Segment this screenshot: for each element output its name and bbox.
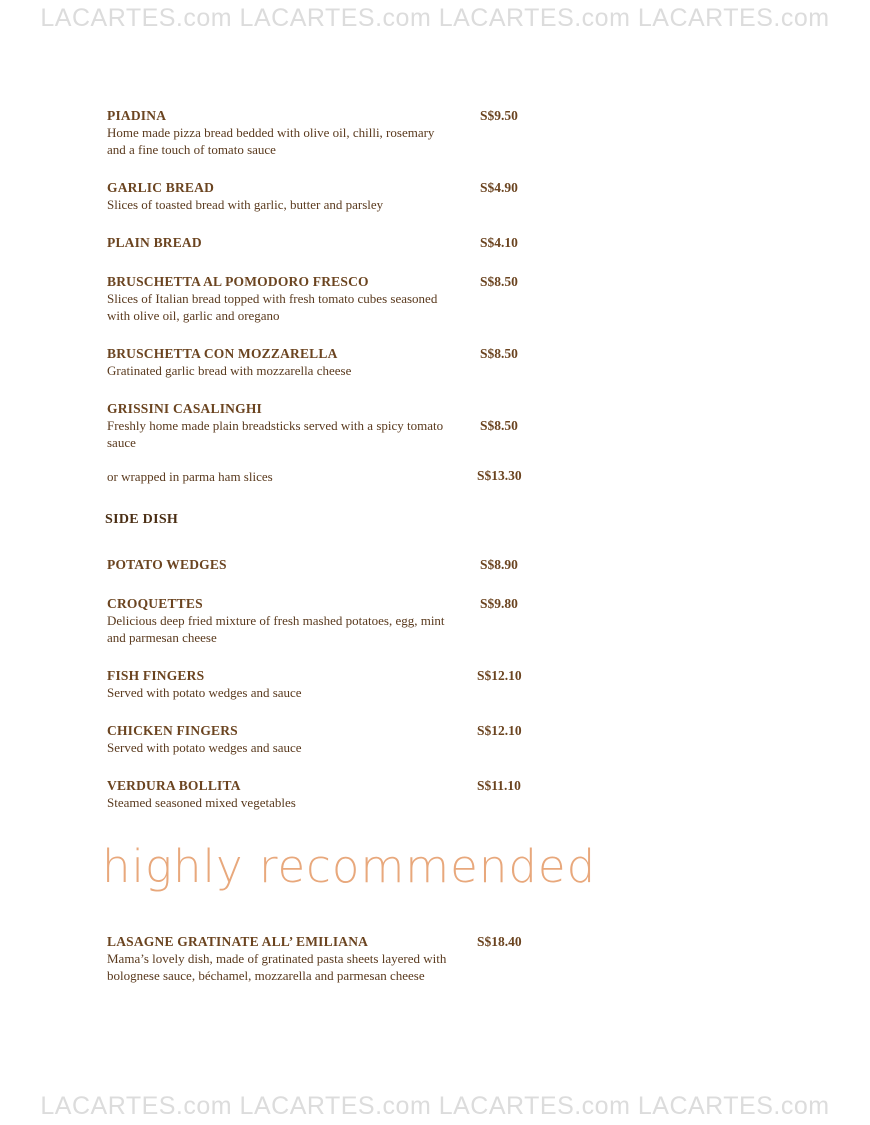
- menu-item-chicken-fingers: [107, 723, 537, 756]
- item-price: S$9.50: [480, 108, 518, 123]
- item-name: GRISSINI CASALINGHI: [107, 401, 262, 416]
- menu-item-grissini-parma: [107, 468, 537, 485]
- menu-item-bruschetta-mozzarella: [107, 346, 537, 379]
- item-price: S$18.40: [477, 934, 522, 949]
- menu-item-piadina: [107, 108, 537, 158]
- item-description: Slices of Italian bread topped with fresh tomato cubes seasoned with olive oil, garlic and oregano: [107, 291, 438, 323]
- item-price: S$4.10: [480, 235, 518, 250]
- item-description: Served with potato wedges and sauce: [107, 740, 302, 755]
- menu-item-potato-wedges: [107, 557, 537, 573]
- menu-item-grissini: [107, 401, 537, 451]
- item-name: BRUSCHETTA AL POMODORO FRESCO: [107, 274, 369, 289]
- item-price: S$11.10: [477, 778, 521, 793]
- item-description: Delicious deep fried mixture of fresh mashed potatoes, egg, mint and parmesan cheese: [107, 613, 445, 645]
- watermark-top: LACARTES.com LACARTES.com LACARTES.com LACARTES.com: [40, 4, 830, 32]
- item-name: CROQUETTES: [107, 596, 203, 611]
- menu-item-croquettes: [107, 596, 537, 646]
- item-name: GARLIC BREAD: [107, 180, 215, 195]
- section-title-highly-recommended: highly recommended: [102, 840, 597, 893]
- menu-item-plain-bread: [107, 235, 537, 251]
- item-name: PLAIN BREAD: [107, 235, 202, 250]
- menu-item-fish-fingers: [107, 668, 537, 701]
- menu-item-lasagne: [107, 934, 537, 984]
- item-description: Steamed seasoned mixed vegetables: [107, 795, 296, 810]
- item-description: Served with potato wedges and sauce: [107, 685, 302, 700]
- menu-item-garlic-bread: [107, 180, 537, 213]
- menu-item-verdura-bollita: [107, 778, 537, 811]
- item-description: Freshly home made plain breadsticks served with a spicy tomato sauce: [107, 418, 444, 450]
- item-name: BRUSCHETTA CON MOZZARELLA: [107, 346, 338, 361]
- item-name: VERDURA BOLLITA: [107, 778, 241, 793]
- item-name: CHICKEN FINGERS: [107, 723, 238, 738]
- menu-item-bruschetta-pomodoro: [107, 274, 537, 324]
- item-price: S$9.80: [480, 596, 518, 611]
- item-variant: or wrapped in parma ham slices: [107, 469, 273, 484]
- item-description: Home made pizza bread bedded with olive oil, chilli, rosemary and a fine touch of tomato sauce: [107, 125, 435, 157]
- section-title-side-dish: SIDE DISH: [105, 512, 179, 527]
- item-name: FISH FINGERS: [107, 668, 205, 683]
- item-price: S$13.30: [477, 468, 522, 483]
- item-name: PIADINA: [107, 108, 167, 123]
- item-price: S$8.50: [480, 346, 518, 361]
- watermark-bottom: LACARTES.com LACARTES.com LACARTES.com LACARTES.com: [40, 1092, 830, 1120]
- item-price: S$12.10: [477, 723, 522, 738]
- item-price: S$8.50: [480, 418, 518, 433]
- item-name: LASAGNE GRATINATE ALL’ EMILIANA: [107, 934, 369, 949]
- item-description: Gratinated garlic bread with mozzarella cheese: [107, 363, 352, 378]
- item-description: Mama’s lovely dish, made of gratinated pasta sheets layered with bolognese sauce, béchamel, mozzarella and parmesan cheese: [107, 951, 447, 983]
- item-price: S$8.90: [480, 557, 518, 572]
- item-description: Slices of toasted bread with garlic, butter and parsley: [107, 197, 384, 212]
- item-price: S$4.90: [480, 180, 518, 195]
- item-price: S$12.10: [477, 668, 522, 683]
- item-price: S$8.50: [480, 274, 518, 289]
- item-name: POTATO WEDGES: [107, 557, 227, 572]
